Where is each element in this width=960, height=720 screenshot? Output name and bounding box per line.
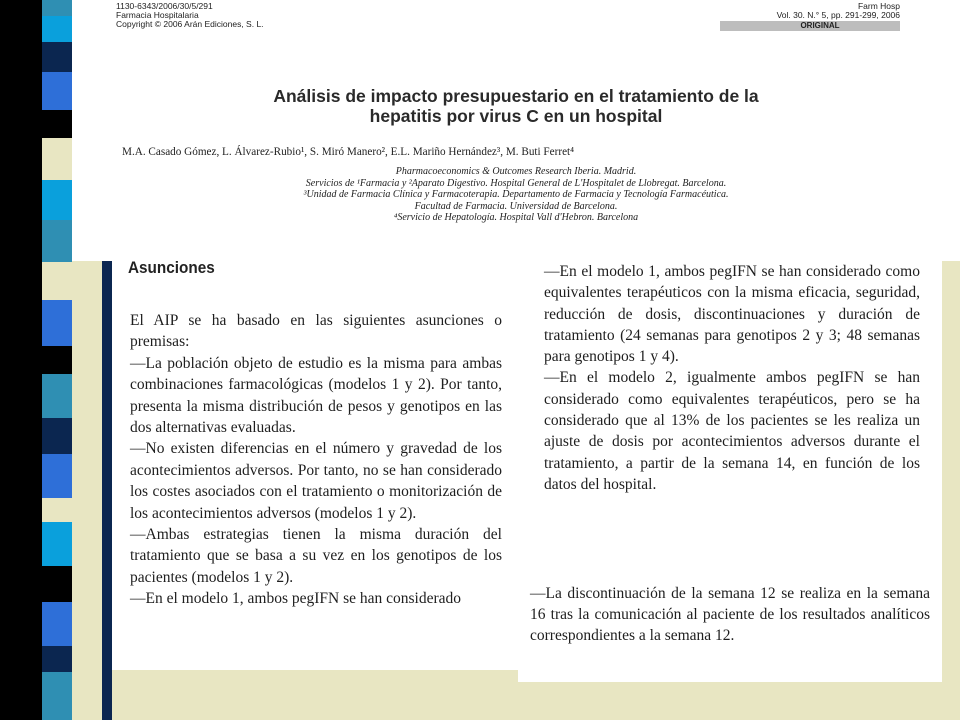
journal-name: Farmacia Hospitalaria [116,10,199,20]
author-list: M.A. Casado Gómez, L. Álvarez-Rubio¹, S. Miró Manero², E.L. Mariño Hernández³, M. Buti Ferret⁴ [122,146,575,158]
title-line: hepatitis por virus C en un hospital [369,106,663,126]
affiliation-line: Pharmacoeconomics & Outcomes Research Iberia. Madrid. [395,166,637,177]
affiliation-line: Servicios de ¹Farmacia y ²Aparato Digestivo. Hospital General de L'Hospitalet de Llobregat. Barcelona. [305,177,727,189]
volume-info: Vol. 30. N.° 5, pp. 291-299, 2006 [776,10,900,20]
volume-meta [720,2,900,31]
journal-abbrev: Farm Hosp [857,1,900,11]
right-column-text [544,261,920,495]
paragraph: —La población objeto de estudio es la misma para ambas combinaciones farmacológicas (modelos 1 y 2). Por tanto, presenta la misma distribución de pesos y genotipos en las dos alternativas evaluadas. [130,354,502,437]
article-header-clipping [72,0,960,261]
article-title [72,86,960,126]
decorative-color-strip [0,0,72,720]
title-line: Análisis de impacto presupuestario en el tratamiento de la [273,86,759,106]
section-badge: ORIGINAL [720,21,900,31]
section-heading: Asunciones [128,258,215,277]
right-column-note [530,583,930,646]
paragraph: —No existen diferencias en el número y gravedad de los acontecimientos adversos. Por tanto, no se han considerado los costes asociados con el tratamiento o monitorización de los acontecimientos adversos (modelos 1 y 2). [130,440,502,522]
affiliations [72,166,960,224]
copyright-line: Copyright © 2006 Arán Ediciones, S. L. [116,19,264,29]
paragraph: —En el modelo 1, ambos pegIFN se han considerado como equivalentes terapéuticos con la misma eficacia, seguridad, reducción de dosis, discontinuaciones y duración de tratamiento (24 semanas para genotipos 2 y 3; 48 semanas para genotipos 1 y 4). [544,263,920,366]
paragraph: —Ambas estrategias tienen la misma duración del tratamiento que se basa a su vez en los genotipos de los pacientes (modelos 1 y 2). [130,526,502,586]
paragraph: —En el modelo 1, ambos pegIFN se han considerado [130,590,462,608]
affiliation-line: ³Unidad de Farmacia Clínica y Farmacoterapia. Departamento de Farmacia y Tecnología Farmacéutica. [303,189,729,200]
right-column-clipping [518,261,942,682]
left-column-clipping [112,246,518,670]
publication-meta [116,2,264,29]
paragraph: —En el modelo 2, igualmente ambos pegIFN se han considerado como equivalentes terapéuticos, pero se ha considerado que al 13% de los pacientes se les realiza un ajuste de dosis por acontecimientos adversos durante el tratamiento, a partir de la semana 14, en función de los datos del hospital. [544,369,920,493]
paragraph: El AIP se ha basado en las siguientes asunciones o premisas: [130,312,502,351]
left-column-text [130,310,502,610]
issn-line: 1130-6343/2006/30/5/291 [116,1,213,11]
affiliation-line: Facultad de Farmacia. Universidad de Barcelona. [414,200,618,212]
affiliation-line: ⁴Servicio de Hepatología. Hospital Vall d'Hebron. Barcelona [393,212,639,223]
paragraph: —La discontinuación de la semana 12 se realiza en la semana 16 tras la comunicación al paciente de los resultados analíticos correspondientes a la semana 12. [530,585,930,644]
